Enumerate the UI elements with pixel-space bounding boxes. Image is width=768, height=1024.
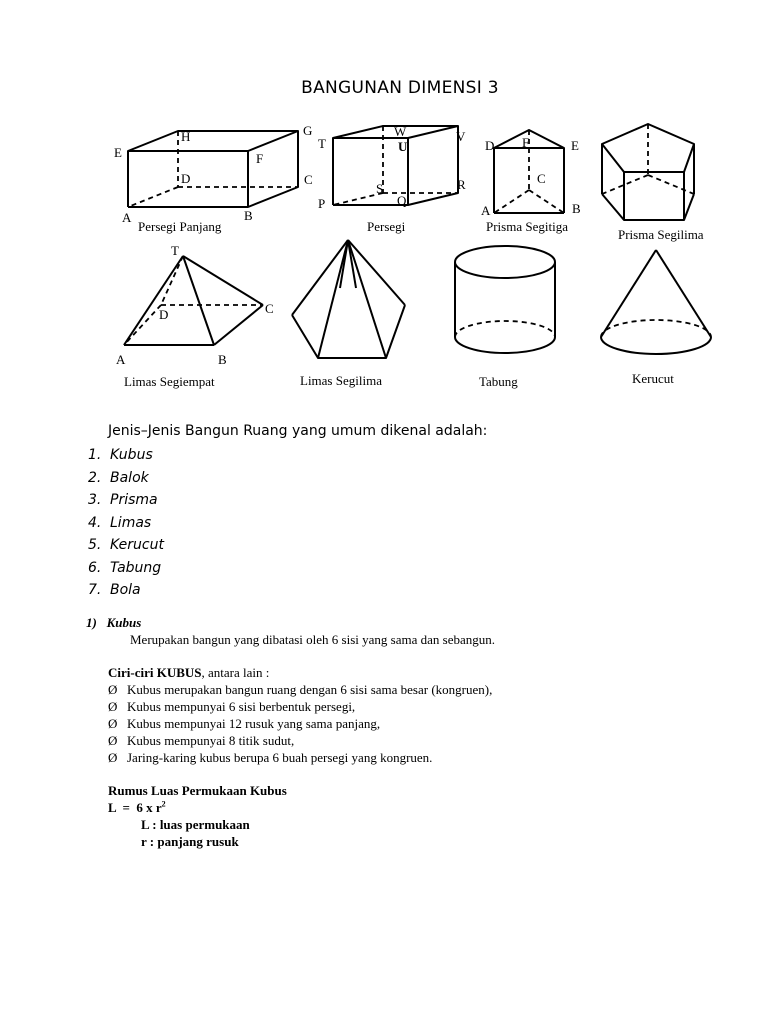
legend-rusuk: [141, 833, 239, 850]
label-c: C: [265, 301, 274, 316]
legend-separator: :: [148, 817, 160, 832]
bullet-icon: Ø: [108, 733, 118, 748]
label-c: C: [304, 172, 313, 187]
list-item: [88, 489, 164, 512]
label-r: R: [457, 177, 466, 192]
legend-separator: :: [146, 834, 158, 849]
label-d: D: [181, 171, 191, 186]
caption-limas-segiempat: Limas Segiempat: [124, 374, 215, 389]
page-title: BANGUNAN DIMENSI 3: [301, 78, 499, 98]
list-number: 7.: [88, 582, 102, 598]
ciri-label: Ciri-ciri KUBUS: [108, 665, 202, 680]
list-item: [88, 512, 164, 535]
section-title: Kubus: [106, 615, 142, 630]
bullet-text: Kubus merupakan bangun ruang dengan 6 sisi sama besar (kongruen),: [127, 682, 493, 697]
formula-exponent: 2: [161, 799, 166, 809]
label-c: C: [537, 171, 546, 186]
list-label: Prisma: [110, 492, 158, 508]
list-number: 3.: [88, 492, 102, 508]
figure-tabung: [455, 246, 555, 389]
figure-prisma-segilima: [602, 124, 704, 242]
label-e: E: [114, 145, 122, 160]
caption-kerucut: Kerucut: [632, 371, 674, 386]
caption-prisma-segitiga: Prisma Segitiga: [486, 219, 568, 234]
types-intro: [108, 423, 487, 439]
list-number: 6.: [88, 559, 102, 576]
figure-persegi: [318, 124, 466, 234]
label-u: U: [398, 139, 408, 154]
ciri-heading: [108, 664, 269, 681]
caption-prisma-segilima: Prisma Segilima: [618, 227, 704, 242]
list-number: 4.: [88, 514, 102, 531]
ciri-suffix: , antara lain :: [201, 665, 270, 680]
caption-tabung: Tabung: [479, 374, 518, 389]
label-q: Q: [397, 193, 407, 208]
rumus-heading: Rumus Luas Permukaan Kubus: [108, 783, 287, 798]
legend-symbol: L: [141, 817, 149, 832]
figure-limas-segiempat: [116, 243, 274, 389]
types-intro-rest: yang umum dikenal adalah:: [287, 423, 488, 439]
ciri-list: [108, 681, 492, 766]
list-item: [88, 534, 164, 557]
list-item: [88, 557, 164, 580]
legend-luas: [141, 816, 250, 833]
list-number: 2.: [88, 469, 102, 486]
label-e: E: [571, 138, 579, 153]
bullet-text: Kubus mempunyai 6 sisi berbentuk persegi,: [127, 699, 356, 714]
label-p: P: [318, 196, 326, 211]
list-item: [88, 579, 164, 602]
caption-persegi-panjang: Persegi Panjang: [138, 219, 222, 234]
types-intro-bold: Jenis–Jenis Bangun Ruang: [108, 423, 288, 439]
label-v: V: [456, 129, 466, 144]
bullet-text: Jaring-karing kubus berupa 6 buah persegi yang kongruen.: [127, 750, 433, 765]
list-number: 1.: [88, 447, 102, 463]
formula-text: L = 6 x r: [108, 800, 162, 815]
list-item: [88, 467, 164, 490]
list-item: [88, 444, 164, 467]
label-b: B: [572, 201, 581, 216]
section-number: 1): [86, 615, 97, 630]
types-list: [88, 444, 164, 602]
label-f: F: [256, 151, 264, 166]
label-t: T: [171, 243, 179, 258]
label-t: T: [318, 136, 326, 151]
figure-kerucut: [601, 250, 711, 386]
label-g: G: [303, 123, 313, 138]
list-label: Bola: [110, 582, 141, 598]
formula: [108, 799, 166, 816]
list-label: Kubus: [110, 447, 153, 463]
legend-symbol: r: [141, 834, 147, 849]
section-kubus-heading: [86, 614, 141, 631]
list-item: [108, 715, 492, 732]
bullet-icon: Ø: [108, 682, 118, 697]
bullet-icon: Ø: [108, 750, 118, 765]
bullet-icon: Ø: [108, 716, 118, 731]
caption-persegi: Persegi: [367, 219, 406, 234]
list-label: Limas: [110, 514, 152, 531]
list-label: Tabung: [110, 559, 162, 576]
caption-limas-segilima: Limas Segilima: [300, 373, 382, 388]
label-s: S: [376, 181, 384, 196]
list-number: 5.: [88, 537, 102, 553]
label-w: W: [394, 124, 407, 139]
list-label: Kerucut: [110, 537, 164, 553]
list-item: [108, 698, 492, 715]
list-label: Balok: [110, 469, 149, 486]
figure-limas-segilima: [292, 240, 405, 388]
label-a: A: [116, 352, 126, 367]
label-h: H: [181, 129, 191, 144]
label-b: B: [244, 208, 253, 223]
figure-prisma-segitiga: [481, 130, 581, 234]
list-item: [108, 749, 492, 766]
label-f: F: [522, 135, 530, 150]
bullet-text: Kubus mempunyai 12 rusuk yang sama panjang,: [127, 716, 381, 731]
list-item: [108, 732, 492, 749]
list-item: [108, 681, 492, 698]
label-a: A: [481, 203, 491, 218]
shapes-illustration: [0, 110, 768, 400]
label-b: B: [218, 352, 227, 367]
label-a: A: [122, 210, 132, 225]
figure-persegi-panjang: [114, 123, 313, 234]
label-d: D: [485, 138, 495, 153]
legend-desc: luas permukaan: [159, 817, 250, 832]
bullet-text: Kubus mempunyai 8 titik sudut,: [127, 733, 295, 748]
section-description: Merupakan bangun yang dibatasi oleh 6 sisi yang sama dan sebangun.: [130, 632, 495, 647]
label-d: D: [159, 307, 169, 322]
bullet-icon: Ø: [108, 699, 118, 714]
legend-desc: panjang rusuk: [157, 834, 239, 849]
